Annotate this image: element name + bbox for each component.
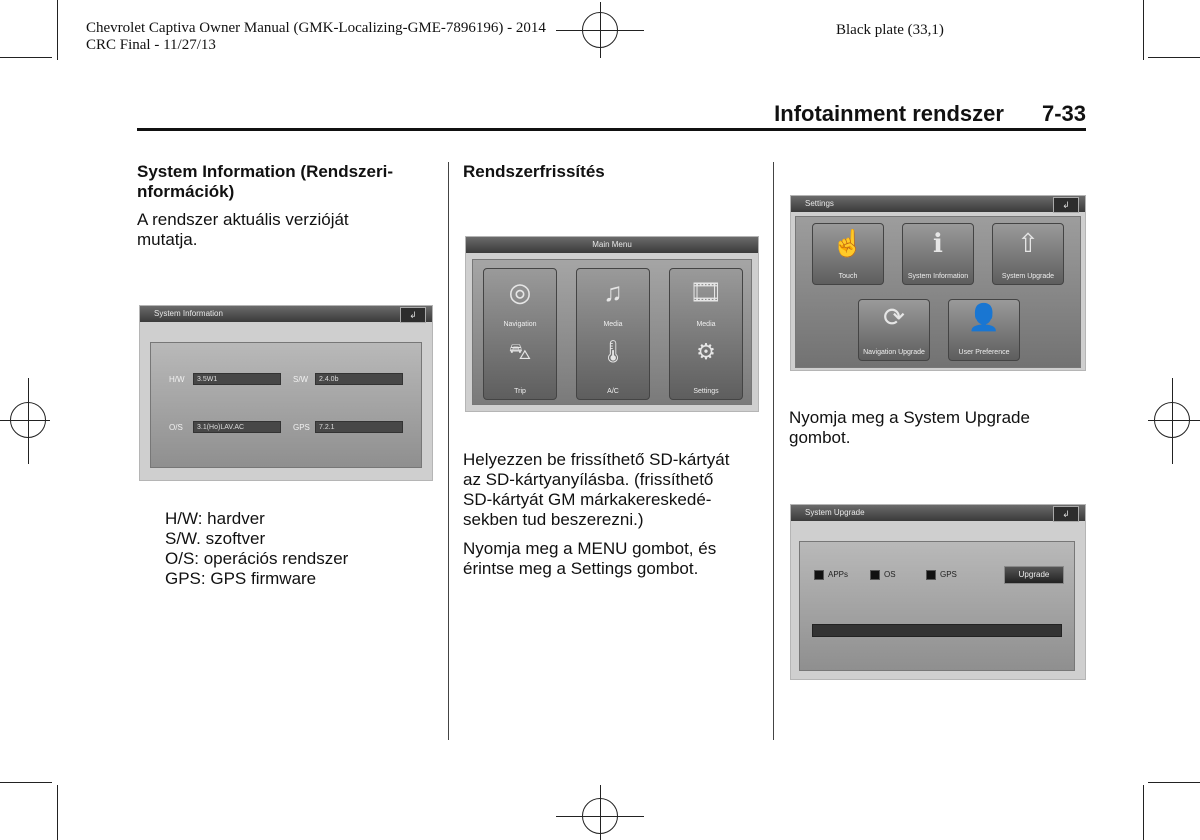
hw-value: 3.5W1: [193, 373, 281, 385]
sd-card-instruction: Helyezzen be frissíthető SD-kártyát az SD-kártyanyílásba. (frissíthető SD-kártyát GM márkakereskedé- sekben tud beszerezni.): [463, 450, 730, 529]
sw-value: 2.4.0b: [315, 373, 403, 385]
gps-value: 7.2.1: [315, 421, 403, 433]
crop-mark: [0, 782, 52, 783]
legend-item: GPS: GPS firmware: [165, 569, 317, 588]
sw-label: S/W: [293, 375, 309, 384]
os-value: 3.1(Ho)LAV.AC: [193, 421, 281, 433]
section-title: Infotainment rendszer: [774, 101, 1004, 126]
sysinfo-description: A rendszer aktuális verzióját mutatja.: [137, 210, 349, 249]
info-panel: [150, 342, 422, 468]
gear-icon: ⚙: [696, 339, 716, 364]
header-line-1: Chevrolet Captiva Owner Manual (GMK-Localizing-GME-7896196) - 2014: [86, 20, 546, 36]
touch-icon: ☝: [831, 228, 865, 258]
crop-mark: [1148, 782, 1200, 783]
navigation-tile[interactable]: [483, 268, 557, 400]
plate-label: Black plate (33,1): [836, 22, 944, 38]
system-upgrade-tile[interactable]: [992, 223, 1064, 285]
screen-title: Main Menu: [592, 240, 632, 249]
tile-label: Media: [603, 321, 623, 328]
menu-instruction: Nyomja meg a MENU gombot, és érintse meg a Settings gombot.: [463, 539, 717, 578]
crop-mark: [0, 57, 52, 58]
legend-item: H/W: hardver: [165, 509, 265, 528]
header-line-2: CRC Final - 11/27/13: [86, 37, 216, 53]
back-button[interactable]: ↲: [1053, 197, 1079, 213]
refresh-icon: ⟳: [883, 302, 905, 332]
screen-title-bar: [140, 306, 432, 322]
os-label: OS: [884, 570, 896, 579]
user-icon: 👤: [967, 302, 1001, 332]
abbreviation-legend: [165, 509, 348, 589]
settings-screen: [790, 195, 1086, 371]
thermometer-icon: 🌡: [599, 339, 627, 364]
car-icon: ⛍: [508, 339, 532, 364]
touch-tile[interactable]: [812, 223, 884, 285]
tile-label: Trip: [514, 388, 526, 395]
upgrade-panel: [799, 541, 1075, 671]
column-separator: [448, 162, 449, 740]
gps-checkbox[interactable]: [926, 570, 936, 580]
section-header: [774, 101, 1086, 127]
crop-mark: [57, 785, 58, 840]
media-tile[interactable]: [576, 268, 650, 400]
screen-title-bar: [466, 237, 758, 253]
info-icon: ℹ: [933, 228, 943, 258]
back-button[interactable]: ↲: [1053, 506, 1079, 522]
tile-label: User Preference: [958, 349, 1010, 356]
system-update-heading: Rendszerfrissítés: [463, 162, 605, 181]
screen-title-bar: [791, 505, 1085, 521]
tile-label: Navigation Upgrade: [863, 349, 925, 356]
os-label: O/S: [169, 423, 183, 432]
crop-mark: [1143, 0, 1144, 60]
sysinfo-heading: System Information (Rendszeri- nformációk): [137, 162, 393, 201]
film-icon: 🎞: [689, 277, 723, 307]
legend-item: S/W. szoftver: [165, 529, 266, 548]
column-separator: [773, 162, 774, 740]
gps-label: GPS: [940, 570, 957, 579]
gps-label: GPS: [293, 423, 310, 432]
user-preference-tile[interactable]: [948, 299, 1020, 361]
crop-mark: [1143, 785, 1144, 840]
apps-checkbox[interactable]: [814, 570, 824, 580]
apps-label: APPs: [828, 570, 849, 579]
tile-label: A/C: [607, 388, 619, 395]
screen-title: System Information: [154, 309, 223, 318]
headphones-icon: ♫: [603, 277, 623, 307]
screen-title-bar: [791, 196, 1085, 212]
print-header: [86, 20, 546, 54]
crop-mark: [57, 0, 58, 60]
legend-item: O/S: operációs rendszer: [165, 549, 349, 568]
os-checkbox[interactable]: [870, 570, 880, 580]
header-rule: [137, 128, 1086, 131]
settings-panel: [795, 216, 1081, 368]
system-upgrade-instruction: Nyomja meg a System Upgrade gombot.: [789, 408, 1030, 447]
navigation-upgrade-tile[interactable]: [858, 299, 930, 361]
settings-tile[interactable]: [669, 268, 743, 400]
tile-label: Settings: [693, 388, 719, 395]
crop-mark: [1148, 57, 1200, 58]
hw-label: H/W: [169, 375, 185, 384]
back-button[interactable]: ↲: [400, 307, 426, 323]
page-number: 7-33: [1041, 101, 1086, 126]
menu-panel: [472, 259, 752, 405]
tile-label: Media: [696, 321, 716, 328]
upgrade-progress-bar: [812, 624, 1062, 637]
tile-label: Navigation: [503, 321, 537, 328]
system-upgrade-screen: [790, 504, 1086, 680]
main-menu-screen: [465, 236, 759, 412]
navigation-icon: ◎: [508, 277, 532, 307]
tile-label: System Information: [907, 273, 969, 280]
tile-label: Touch: [838, 273, 858, 280]
system-information-tile[interactable]: [902, 223, 974, 285]
screen-title: Settings: [805, 199, 834, 208]
tile-label: System Upgrade: [1001, 273, 1055, 280]
upgrade-button[interactable]: Upgrade: [1004, 566, 1064, 584]
system-information-screen: [139, 305, 433, 481]
upgrade-arrow-icon: ⇧: [1017, 228, 1039, 258]
screen-title: System Upgrade: [805, 508, 865, 517]
